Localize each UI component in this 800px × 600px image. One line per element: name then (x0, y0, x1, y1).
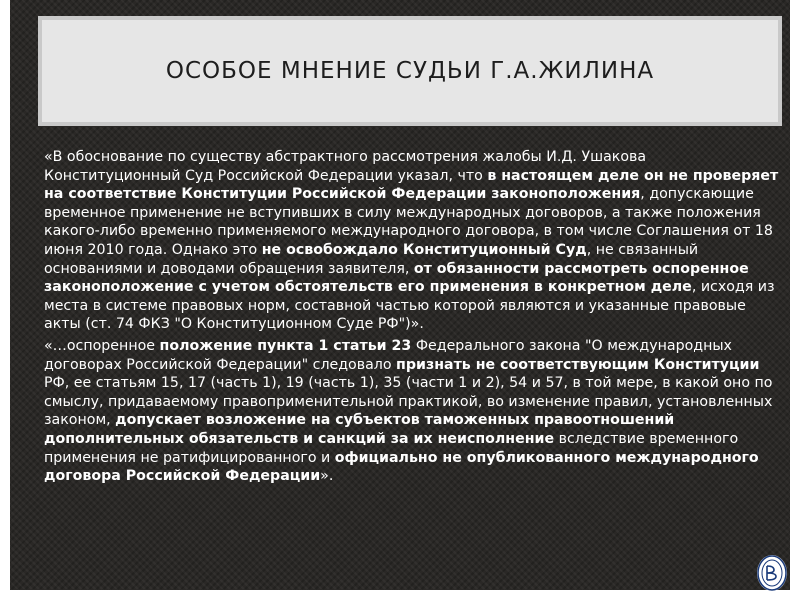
text-run: вследствие временного применения не ратифицированного и (44, 430, 739, 466)
text-run: «В обоснование по существу абстрактного рассмотрения жалобы И.Д. Ушакова Конституционный Суд Российской Федерации указал, что (44, 149, 647, 184)
slide-body (44, 148, 784, 489)
text-run-bold: не освобождало Конституционный Суд (261, 241, 587, 258)
slide-title: ОСОБОЕ МНЕНИЕ СУДЬИ Г.А.ЖИЛИНА (165, 58, 655, 84)
title-box (38, 16, 782, 126)
text-run-bold: положение пункта 1 статьи 23 (159, 337, 412, 354)
text-run-bold: признать не соответствующим Конституции (396, 356, 760, 373)
text-run: «…оспоренное (44, 337, 160, 354)
text-run-bold: от обязанности рассмотреть оспоренное законоположение с учетом обстоятельств его применения в конкретном деле (44, 260, 749, 296)
text-run: , исходя из места в системе правовых норм, составной частью которой являются и указанные правовые акты (ст. 74 ФКЗ "О Конституционном Суде РФ")». (44, 279, 775, 333)
text-run-bold: в настоящем деле он не проверяет на соответствие Конституции Российской Федерации законоположения (44, 167, 779, 203)
text-run: ». (320, 468, 334, 485)
text-run: , допускающие временное применение не вступивших в силу международных договоров, а также положения какого-либо временно применяемого международного договора, в том числе Соглашения от 18 июня 2010 года. Однако это (44, 186, 773, 258)
text-run: Федерального закона "О международных договорах Российской Федерации" следовало (44, 337, 732, 373)
paragraph-2 (44, 337, 784, 486)
text-run-bold: официально не опубликованного международного договора Российской Федерации (44, 449, 759, 485)
text-run-bold: допускает возложение на субъектов таможенных правоотношений дополнительных обязательств и санкций за их неисполнение (44, 412, 675, 447)
university-logo-icon (757, 555, 787, 591)
text-run: , не связанный основаниями и доводами обращения заявителя, (44, 241, 699, 277)
slide-background (10, 0, 790, 590)
paragraph-1 (44, 148, 784, 334)
text-run: РФ, ее статьям 15, 17 (часть 1), 19 (часть 1), 35 (части 1 и 2), 54 и 57, в той мере, в какой оно по смыслу, придаваемому правоприменительной практикой, во изменение правил, установленных законом, (44, 375, 773, 429)
